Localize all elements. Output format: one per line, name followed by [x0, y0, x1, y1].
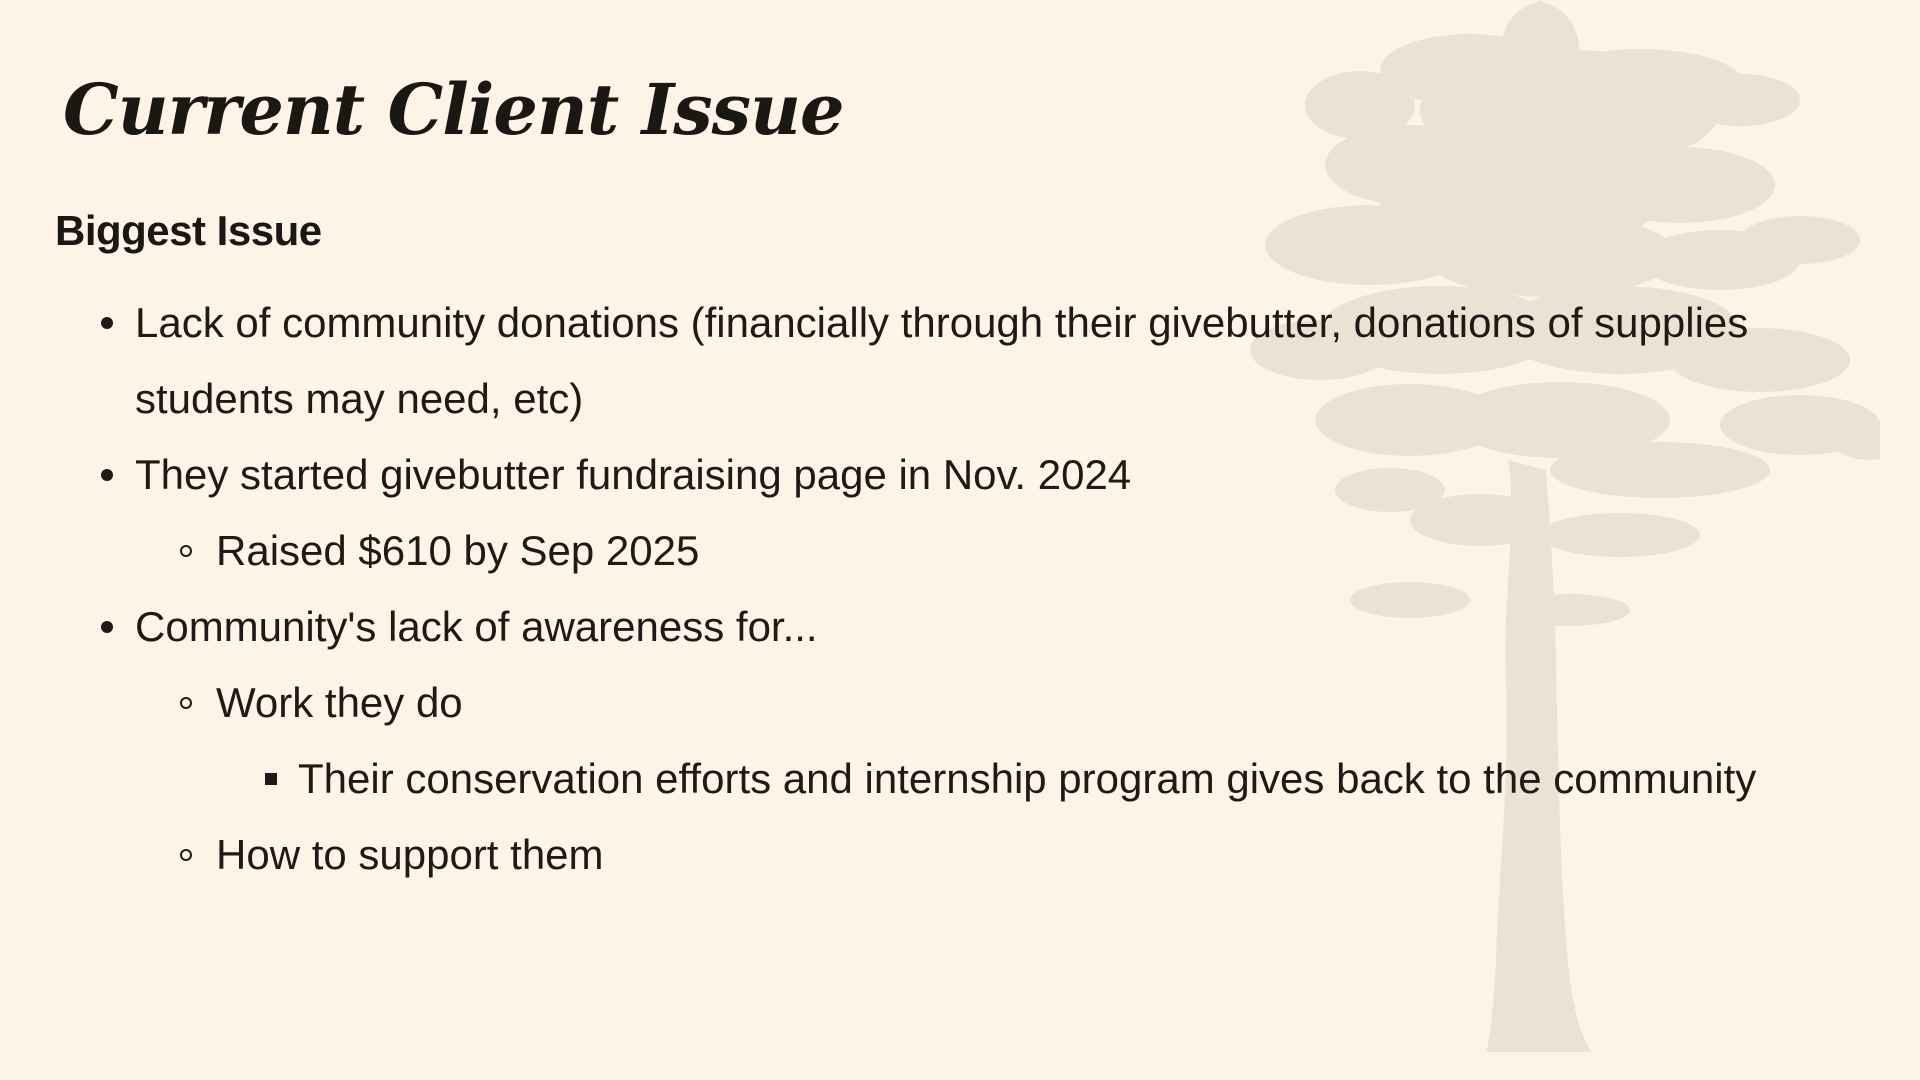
sub-sub-bullet-text: Their conservation efforts and internship program gives back to the community: [298, 755, 1757, 802]
bullet-circle-icon: [180, 545, 192, 557]
slide-title: Current Client Issue: [63, 68, 844, 151]
bullet-text: Lack of community donations (financially through their givebutter, donations of supplies students may need, etc): [135, 299, 1749, 422]
sub-bullet-item: [0, 513, 1830, 589]
bullet-list: [0, 285, 1830, 893]
sub-sub-bullet-item: [0, 741, 1830, 817]
bullet-item: [0, 589, 1830, 665]
sub-bullet-item: [0, 665, 1830, 741]
sub-bullet-text: Work they do: [216, 679, 463, 726]
bullet-square-icon: [265, 773, 277, 785]
bullet-text: They started givebutter fundraising page in Nov. 2024: [135, 451, 1132, 498]
sub-bullet-text: How to support them: [216, 831, 604, 878]
sub-bullet-item: [0, 817, 1830, 893]
bullet-disc-icon: [101, 469, 113, 481]
bullet-item: [0, 285, 1830, 437]
bullet-text: Community's lack of awareness for...: [135, 603, 818, 650]
bullet-circle-icon: [180, 849, 192, 861]
section-heading: Biggest Issue: [55, 207, 322, 254]
bullet-disc-icon: [101, 621, 113, 633]
bullet-item: [0, 437, 1830, 513]
bullet-circle-icon: [180, 697, 192, 709]
bullet-disc-icon: [101, 317, 113, 329]
sub-bullet-text: Raised $610 by Sep 2025: [216, 527, 700, 574]
